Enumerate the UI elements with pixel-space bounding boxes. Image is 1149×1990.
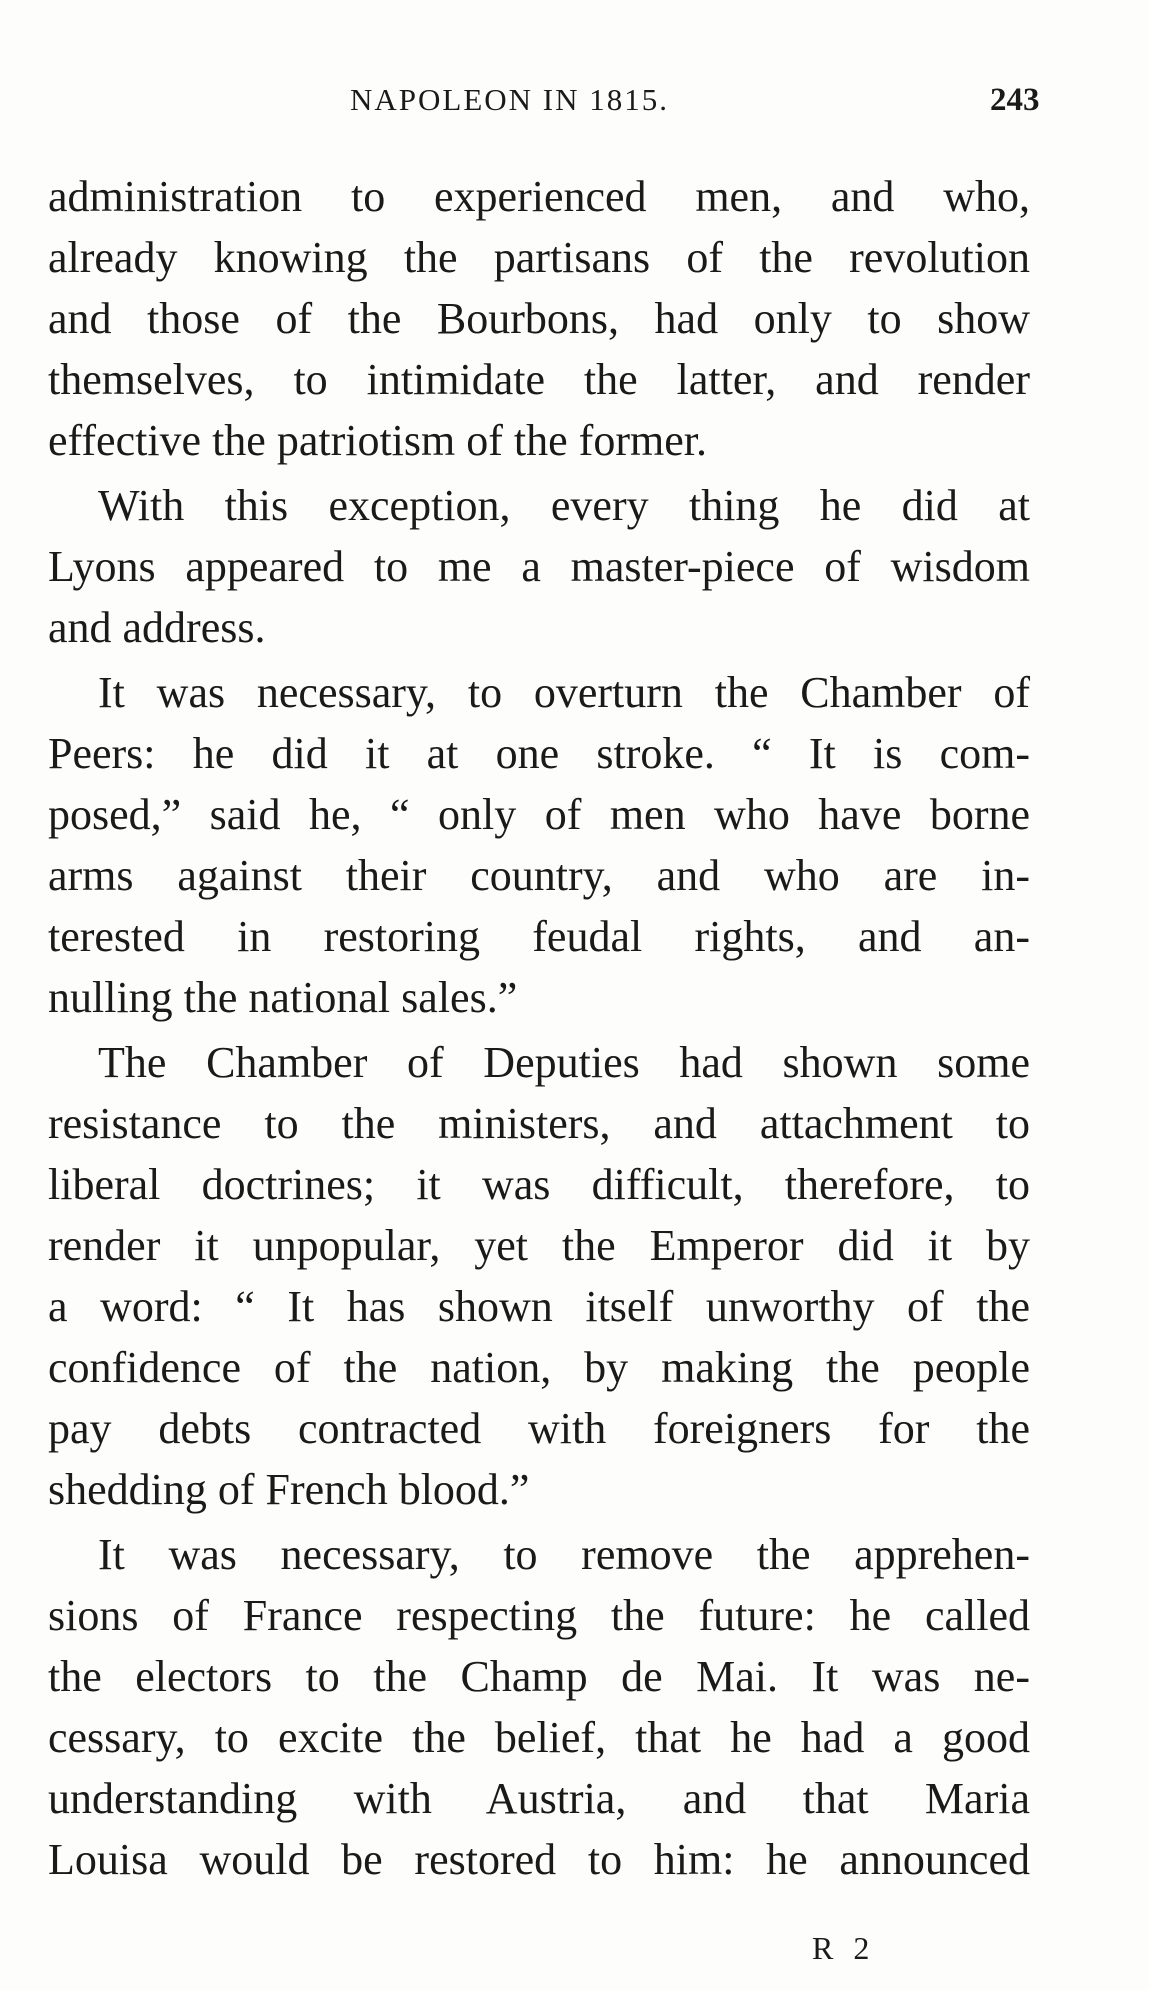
text-line: cessary, to excite the belief, that he had a good xyxy=(48,1713,1030,1762)
text-line: understanding with Austria, and that Maria xyxy=(48,1774,1030,1823)
text-line: Peers: he did it at one stroke. “ It is com- xyxy=(48,729,1030,778)
paragraph-5 xyxy=(48,1524,1030,1890)
body-text xyxy=(48,166,1030,1894)
signature-mark: R 2 xyxy=(812,1930,876,1966)
page-number: 243 xyxy=(990,82,1040,118)
text-line: themselves, to intimidate the latter, and render xyxy=(48,355,1030,404)
text-line: With this exception, every thing he did at xyxy=(98,481,1030,530)
text-line: It was necessary, to overturn the Chamber of xyxy=(98,668,1030,717)
text-line: already knowing the partisans of the revolution xyxy=(48,233,1030,282)
text-line: arms against their country, and who are in- xyxy=(48,851,1030,900)
paragraph-3 xyxy=(48,662,1030,1028)
text-line: and those of the Bourbons, had only to show xyxy=(48,294,1030,343)
text-line: and address. xyxy=(48,603,266,652)
paragraph-1 xyxy=(48,166,1030,471)
text-line: sions of France respecting the future: he called xyxy=(48,1591,1030,1640)
text-line: the electors to the Champ de Mai. It was ne- xyxy=(48,1652,1030,1701)
running-head xyxy=(0,82,1149,126)
text-line: pay debts contracted with foreigners for the xyxy=(48,1404,1030,1453)
text-line: nulling the national sales.” xyxy=(48,973,518,1022)
paragraph-2 xyxy=(48,475,1030,658)
text-line: resistance to the ministers, and attachment to xyxy=(48,1099,1030,1148)
text-line: Lyons appeared to me a master-piece of wisdom xyxy=(48,542,1030,591)
text-line: render it unpopular, yet the Emperor did it by xyxy=(48,1221,1030,1270)
text-line: terested in restoring feudal rights, and an- xyxy=(48,912,1030,961)
text-line: a word: “ It has shown itself unworthy of the xyxy=(48,1282,1030,1331)
running-title: NAPOLEON IN 1815. xyxy=(350,82,670,117)
text-line: shedding of French blood.” xyxy=(48,1465,530,1514)
text-line: confidence of the nation, by making the people xyxy=(48,1343,1030,1392)
text-line: Louisa would be restored to him: he announced xyxy=(48,1835,1030,1884)
text-line: The Chamber of Deputies had shown some xyxy=(98,1038,1030,1087)
text-line: administration to experienced men, and who, xyxy=(48,172,1030,221)
text-line: effective the patriotism of the former. xyxy=(48,416,707,465)
text-line: liberal doctrines; it was difficult, therefore, to xyxy=(48,1160,1030,1209)
text-line: It was necessary, to remove the apprehen- xyxy=(98,1530,1030,1579)
paragraph-4 xyxy=(48,1032,1030,1520)
text-line: posed,” said he, “ only of men who have borne xyxy=(48,790,1030,839)
